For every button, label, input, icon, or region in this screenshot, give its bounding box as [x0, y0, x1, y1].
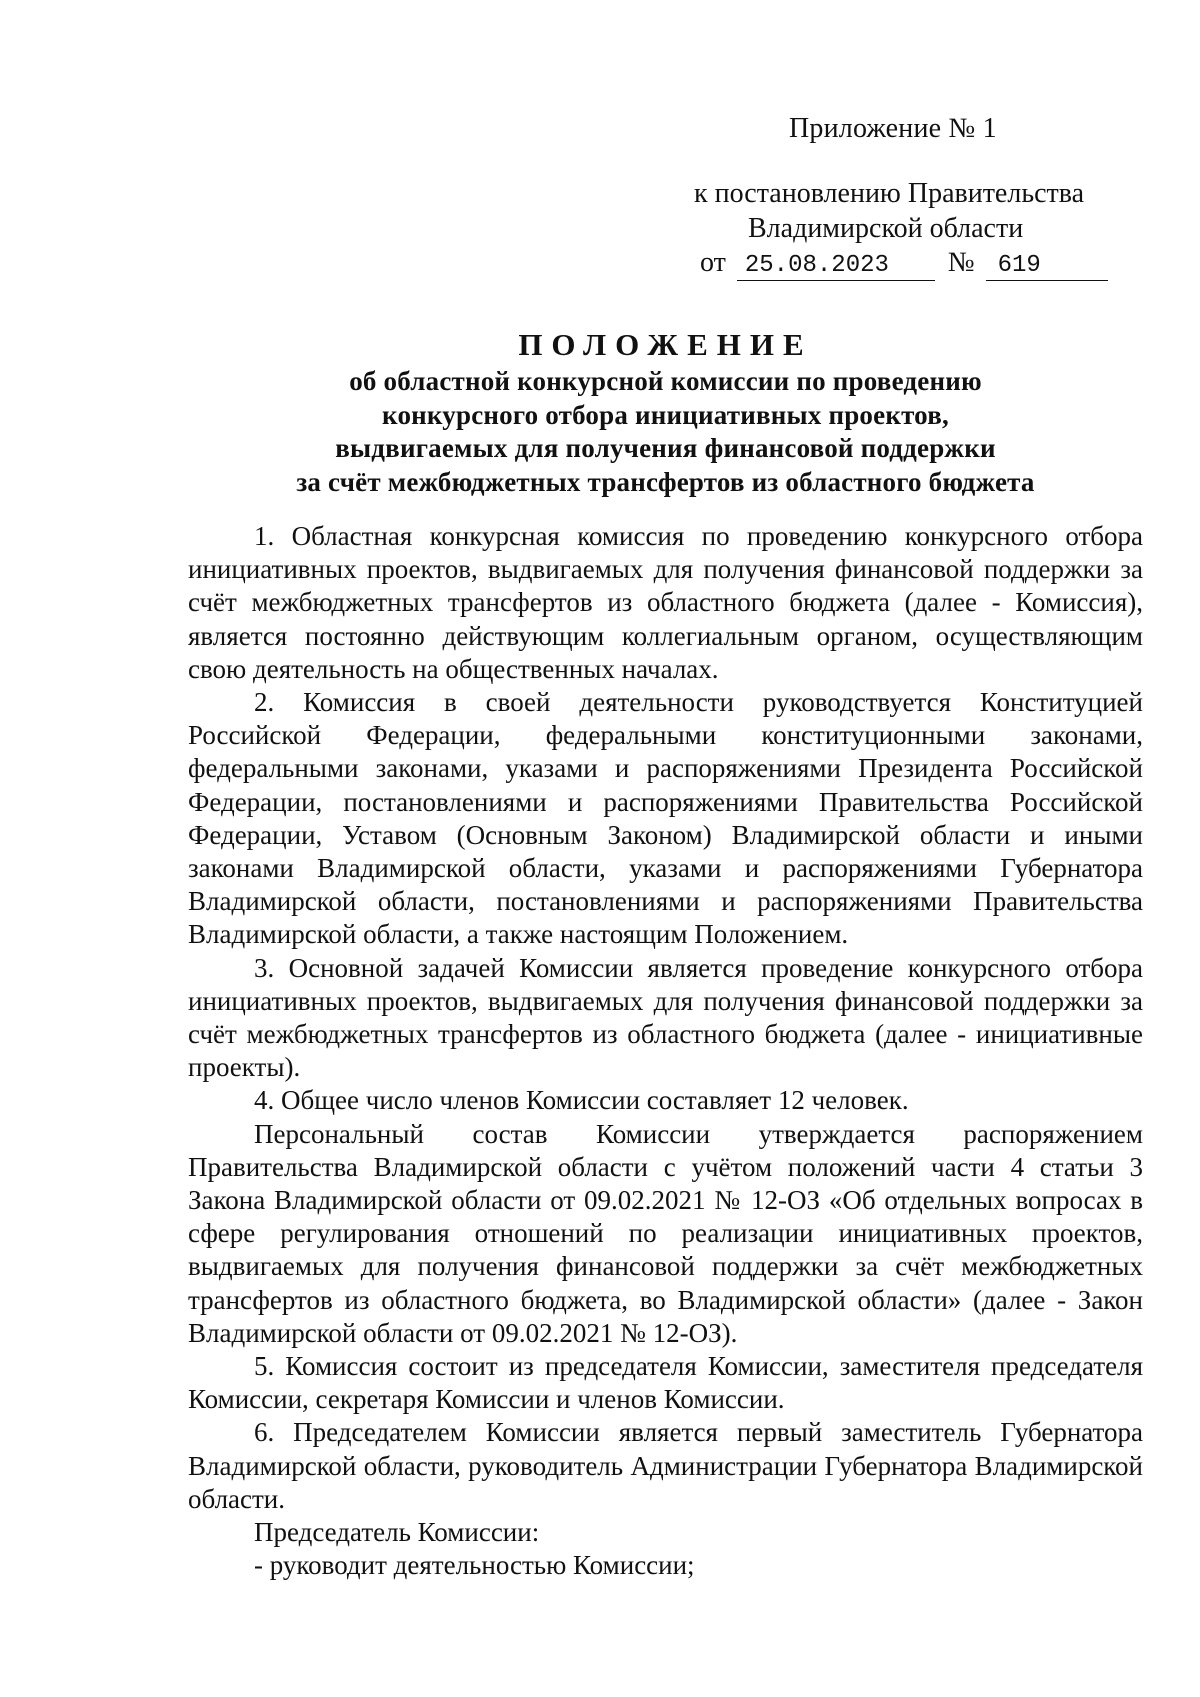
document-title-block: [0, 325, 1200, 499]
paragraph-4-composition: Персональный состав Комиссии утверждается распоряжением Правительства Владимирской области с учётом положений части 4 статьи 3 Закона Владимирской области от 09.02.2021 № 12-ОЗ «Об отдельных вопросах в сфере регулирования отношений по реализации инициативных проектов, выдвигаемых для получения финансовой поддержки за счёт межбюджетных трансфертов из областного бюджета, во Владимирской области» (далее - Закон Владимирской области от 09.02.2021 № 12-ОЗ).: [188, 1118, 1143, 1348]
paragraph-5: 5. Комиссия состоит из председателя Комиссии, заместителя председателя Комиссии, секретаря Комиссии и членов Комиссии.: [188, 1351, 1143, 1415]
number-sign: №: [947, 247, 975, 278]
region-name: Владимирской области: [748, 213, 1024, 244]
paragraph-1: 1. Областная конкурсная комиссия по проведению конкурсного отбора инициативных проектов, выдвигаемых для получения финансовой поддержки за счёт межбюджетных трансфертов из областного бюджета (далее - Комиссия), является постоянно действующим коллегиальным органом, осуществляющим свою деятельность на общественных началах.: [188, 521, 1143, 684]
chairman-duty-item: - руководит деятельностью Комиссии;: [254, 1550, 695, 1581]
title-line: выдвигаемых для получения финансовой поддержки: [335, 433, 996, 463]
paragraph-2: 2. Комиссия в своей деятельности руководствуется Конституцией Российской Федерации, федеральными конституционными законами, федеральными законами, указами и распоряжениями Президента Российской Федерации, постановлениями и распоряжениями Правительства Российской Федерации, Уставом (Основным Законом) Владимирской области и иными законами Владимирской области, указами и распоряжениями Губернатора Владимирской области, постановлениями и распоряжениями Правительства Владимирской области, а также настоящим Положением.: [188, 687, 1143, 950]
document-title: ПОЛОЖЕНИЕ: [518, 327, 813, 362]
paragraph-6: 6. Председателем Комиссии является первый заместитель Губернатора Владимирской области, руководитель Администрации Губернатора Владимирской области.: [188, 1417, 1143, 1514]
document-body: [188, 520, 1143, 1583]
title-line: за счёт межбюджетных трансфертов из областного бюджета: [296, 466, 1035, 497]
title-line: об областной конкурсной комиссии по проведению: [349, 366, 982, 396]
resolution-date: 25.08.2023: [737, 252, 935, 281]
resolution-date-number: [700, 247, 1108, 281]
date-prefix: от: [700, 247, 726, 278]
title-line: конкурсного отбора инициативных проектов,: [382, 399, 949, 430]
paragraph-3: 3. Основной задачей Комиссии является проведение конкурсного отбора инициативных проектов, выдвигаемых для получения финансовой поддержки за счёт межбюджетных трансфертов из областного бюджета (далее - инициативные проекты).: [188, 952, 1143, 1083]
resolution-reference: к постановлению Правительства: [694, 178, 1085, 209]
paragraph-4: 4. Общее число членов Комиссии составляет 12 человек.: [254, 1085, 909, 1116]
resolution-number: 619: [986, 252, 1108, 281]
chairman-heading: Председатель Комиссии:: [254, 1517, 540, 1548]
appendix-number: Приложение № 1: [789, 113, 997, 144]
